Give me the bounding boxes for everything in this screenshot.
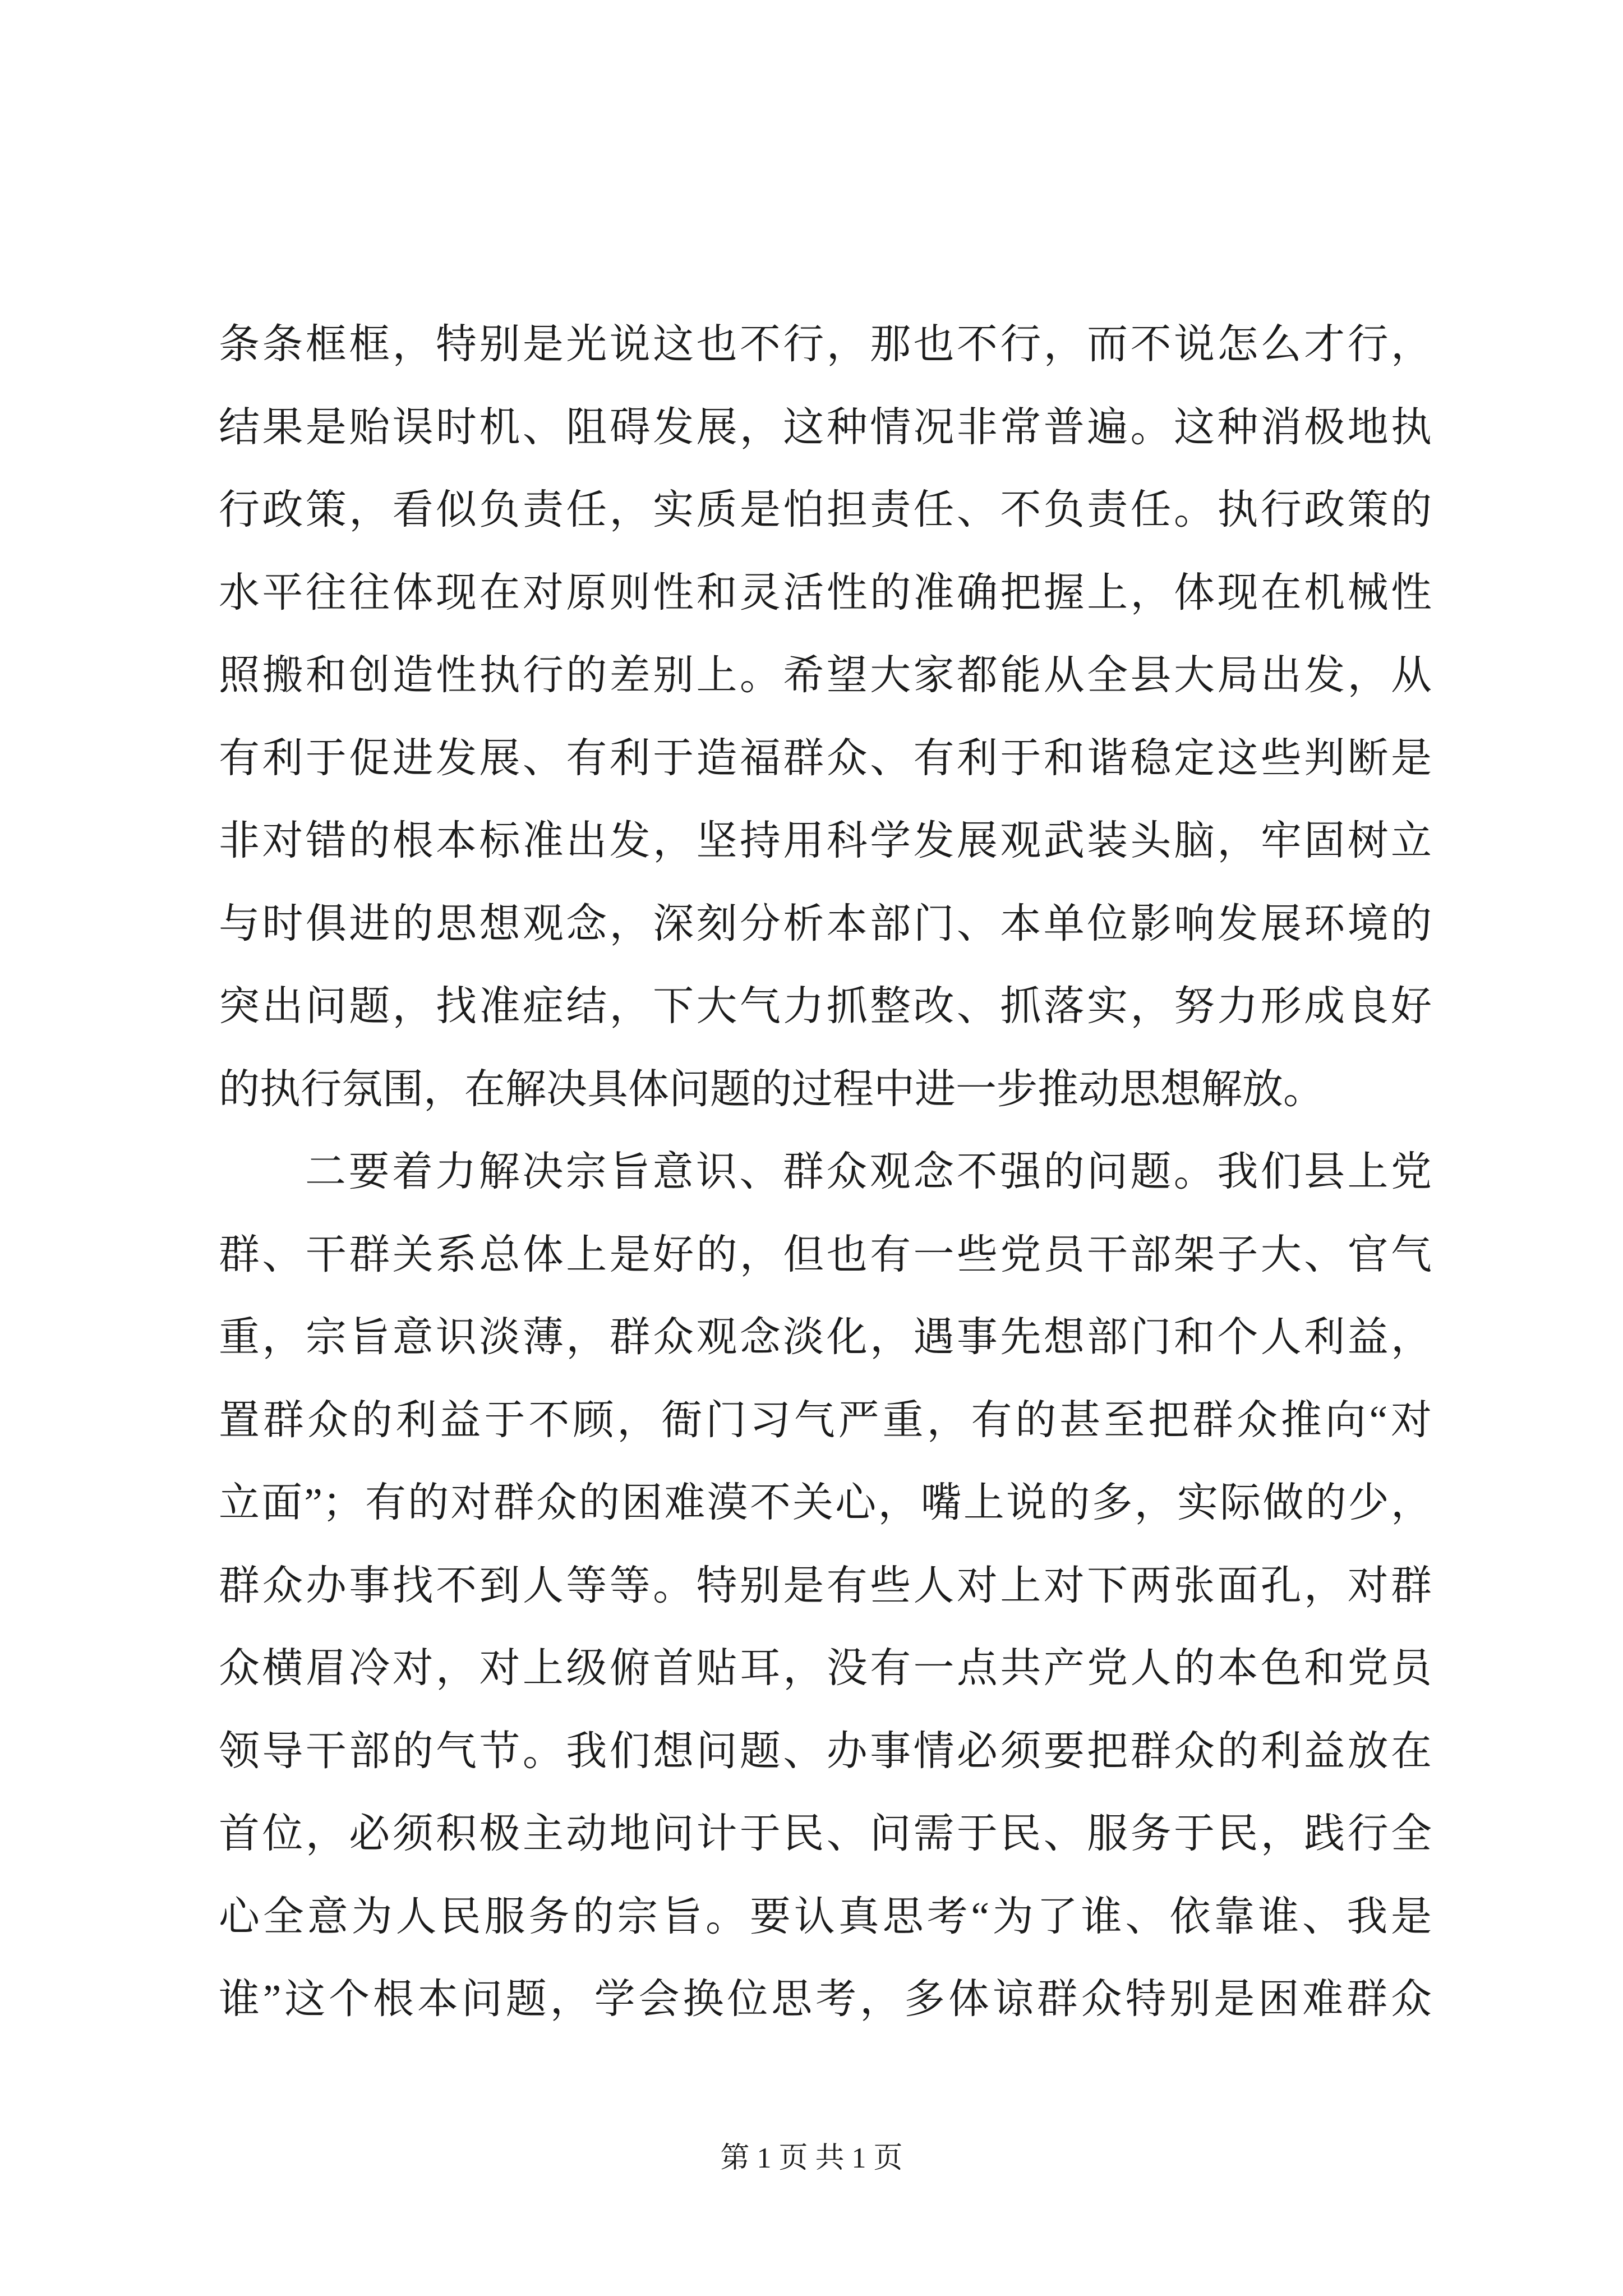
text-line: 置群众的利益于不顾，衙门习气严重，有的甚至把群众推向“对 [219, 1397, 1432, 1443]
text-line: 的执行氛围，在解决具体问题的过程中进一步推动思想解放。 [219, 1066, 1324, 1112]
text-line: 照搬和创造性执行的差别上。希望大家都能从全县大局出发，从 [219, 652, 1432, 698]
text-line: 水平往往体现在对原则性和灵活性的准确把握上，体现在机械性 [219, 569, 1432, 615]
text-line: 领导干部的气节。我们想问题、办事情必须要把群众的利益放在 [219, 1728, 1432, 1774]
text-line: 非对错的根本标准出发，坚持用科学发展观武装头脑，牢固树立 [219, 818, 1432, 863]
text-line: 二要着力解决宗旨意识、群众观念不强的问题。我们县上党 [305, 1149, 1432, 1194]
text-line: 重，宗旨意识淡薄，群众观念淡化，遇事先想部门和个人利益， [219, 1314, 1432, 1360]
text-line: 有利于促进发展、有利于造福群众、有利于和谐稳定这些判断是 [219, 735, 1432, 781]
text-line: 突出问题，找准症结，下大气力抓整改、抓落实，努力形成良好 [219, 983, 1432, 1029]
text-line: 群众办事找不到人等等。特别是有些人对上对下两张面孔，对群 [219, 1562, 1432, 1608]
text-line: 条条框框，特别是光说这也不行，那也不行，而不说怎么才行， [219, 321, 1432, 367]
text-line: 立面”；有的对群众的困难漠不关心，嘴上说的多，实际做的少， [219, 1480, 1432, 1525]
text-line: 行政策，看似负责任，实质是怕担责任、不负责任。执行政策的 [219, 487, 1432, 532]
text-line: 心全意为人民服务的宗旨。要认真思考“为了谁、依靠谁、我是 [219, 1893, 1432, 1939]
document-body [219, 303, 1432, 2041]
page-footer [0, 2138, 1623, 2179]
text-line: 谁”这个根本问题，学会换位思考，多体谅群众特别是困难群众 [219, 1976, 1432, 2022]
text-line: 众横眉冷对，对上级俯首贴耳，没有一点共产党人的本色和党员 [219, 1645, 1432, 1691]
text-line: 首位，必须积极主动地问计于民、问需于民、服务于民，践行全 [219, 1811, 1432, 1856]
text-line: 结果是贻误时机、阻碍发展，这种情况非常普遍。这种消极地执 [219, 404, 1432, 450]
text-line: 与时俱进的思想观念，深刻分析本部门、本单位影响发展环境的 [219, 900, 1432, 946]
page-number-label: 第 1 页 共 1 页 [720, 2142, 903, 2174]
text-line: 群、干群关系总体上是好的，但也有一些党员干部架子大、官气 [219, 1231, 1432, 1277]
